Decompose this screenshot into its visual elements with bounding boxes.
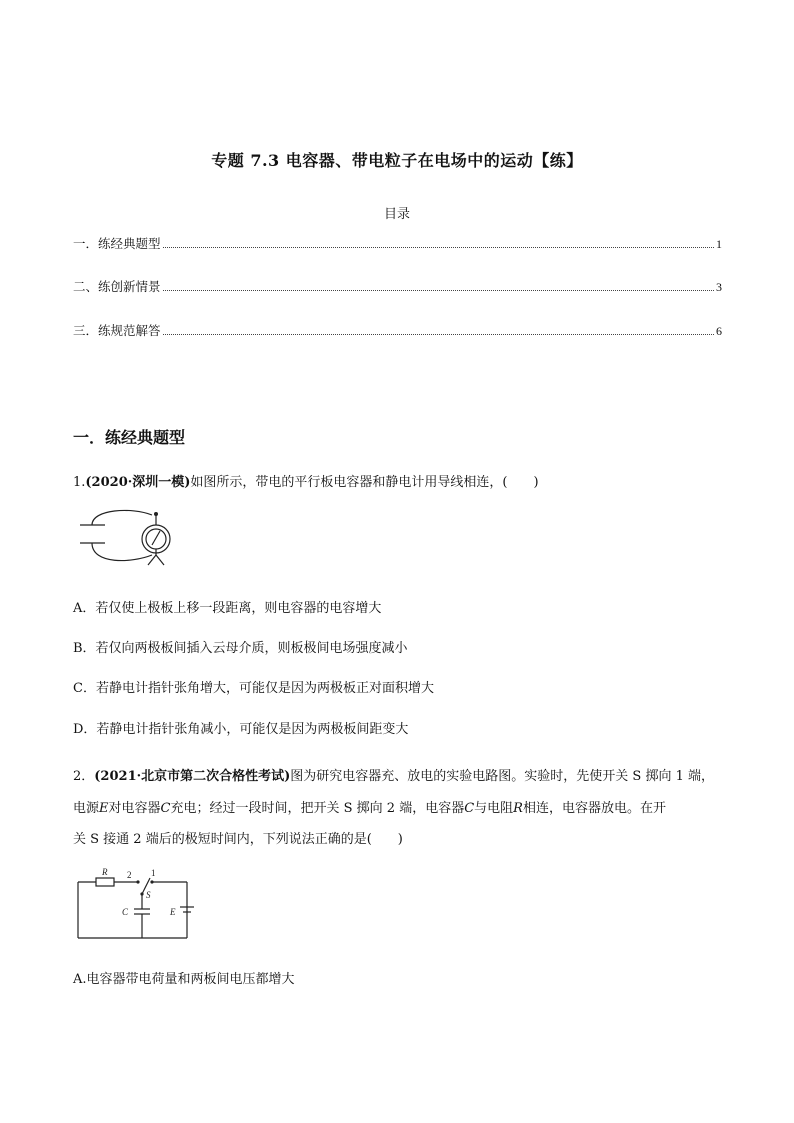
page-title: 专题 7.3 电容器、带电粒子在电场中的运动【练】 (211, 151, 583, 170)
option-a: A.电容器带电荷量和两板间电压都增大 (73, 972, 295, 987)
question-text: 相连，电容器放电。在开 (522, 801, 666, 816)
option-c: C．若静电计指针张角增大，可能仅是因为两极板正对面积增大 (73, 681, 434, 696)
capacitor-electrometer-figure (72, 503, 182, 573)
toc-item-label: 三．练规范解答 (73, 323, 161, 338)
label-e: E (170, 907, 176, 917)
question-source: (2021·北京市第二次合格性考试) (94, 769, 291, 784)
toc-item-label: 二、练创新情景 (73, 279, 161, 294)
question-text: 如图所示，带电的平行板电容器和静电计用导线相连，( ) (190, 475, 539, 490)
option-a: A．若仅使上极板上移一段距离，则电容器的电容增大 (73, 601, 382, 616)
toc-item-page: 3 (716, 280, 722, 294)
question-1-stem (73, 471, 539, 490)
toc-item-page: 6 (716, 324, 722, 338)
question-text: 对电容器 (108, 801, 161, 816)
symbol-c: C (464, 801, 475, 816)
toc-leader-dots (163, 235, 714, 248)
question-2-stem-line-2 (73, 797, 666, 816)
question-text: 与电阻 (474, 801, 514, 816)
switch-terminal-2 (136, 880, 139, 883)
toc-item-label: 一．练经典题型 (73, 236, 161, 251)
question-number: 2． (73, 769, 95, 784)
electrometer-knob (154, 512, 158, 516)
electrometer-leg-right (156, 555, 164, 565)
label-terminal-2: 2 (127, 870, 132, 880)
toc-item-page: 1 (716, 237, 722, 251)
toc-item[interactable] (73, 277, 722, 295)
rc-circuit-figure (72, 866, 198, 942)
switch-terminal-1 (150, 880, 153, 883)
label-terminal-1: 1 (151, 868, 156, 878)
toc-leader-dots (163, 322, 714, 335)
section-heading: 一．练经典题型 (73, 428, 186, 447)
symbol-e: E (99, 801, 109, 816)
label-r: R (102, 867, 108, 877)
switch-pivot (140, 892, 143, 895)
symbol-c: C (160, 801, 171, 816)
option-d: D．若静电计指针张角减小，可能仅是因为两极板间距变大 (73, 722, 409, 737)
question-text: 电源 (73, 801, 100, 816)
question-2-stem-line-1 (73, 765, 714, 784)
toc-item[interactable] (73, 234, 722, 252)
question-text: 充电；经过一段时间，把开关 S 掷向 2 端，电容器 (170, 801, 465, 816)
question-2-stem-line-3: 关 S 接通 2 端后的极短时间内，下列说法正确的是( ) (73, 832, 403, 847)
toc-heading: 目录 (383, 207, 410, 222)
toc-item[interactable] (73, 321, 722, 339)
question-source: (2020·深圳一模) (85, 475, 191, 490)
question-number: 1. (73, 475, 86, 490)
symbol-r: R (513, 801, 523, 816)
label-c: C (122, 907, 129, 917)
label-s: S (146, 890, 151, 900)
option-b: B．若仅向两极板间插入云母介质，则板极间电场强度减小 (73, 641, 408, 656)
resistor (96, 878, 114, 886)
electrometer-needle (152, 531, 160, 545)
upper-wire (92, 510, 152, 525)
toc-leader-dots (163, 278, 714, 291)
question-text: 图为研究电容器充、放电的实验电路图。实验时，先使开关 S 掷向 1 端， (290, 769, 715, 784)
